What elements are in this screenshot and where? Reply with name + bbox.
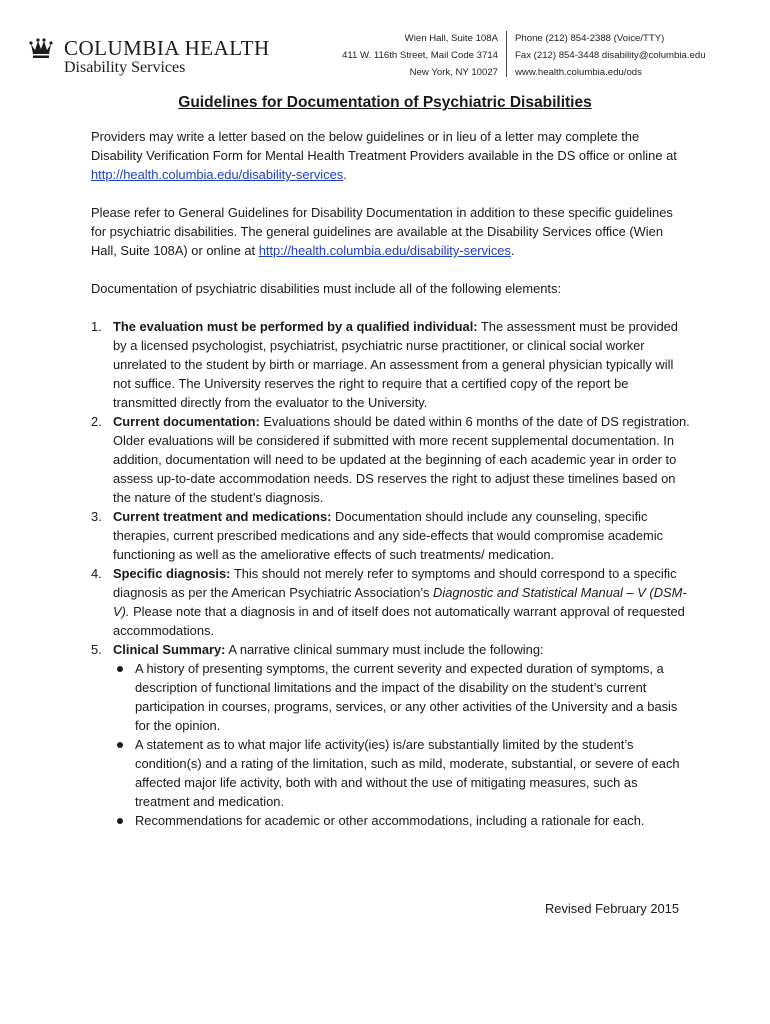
bullet-icon: [117, 742, 123, 748]
ds-website-link[interactable]: http://health.columbia.edu/disability-services: [91, 167, 344, 182]
address-line: New York, NY 10027: [409, 67, 498, 78]
logo-title: COLUMBIA HEALTH: [64, 36, 270, 60]
address-line: 411 W. 116th Street, Mail Code 3714: [342, 50, 498, 61]
list-item: 2. Current documentation: Evaluations should be dated within 6 months of the date of DS registration. Older evaluations will be considered if submitted with more recent supplemental documentation. In addition, documentation will need to be updated at the beginning of each academic year in order to assess up-to-date accommodation needs. DS reserves the right to adjust these timelines based on the nature of the student’s diagnosis.: [91, 414, 690, 505]
dsm-title: Diagnostic and Statistical Manual – V (DSM-V).: [113, 585, 687, 619]
logo-subtitle: Disability Services: [64, 59, 186, 76]
columbia-health-logo: [29, 34, 270, 78]
list-item: 1. The evaluation must be performed by a qualified individual: The assessment must be provided by a licensed psychologist, psychiatrist, psychiatric nurse practitioner, or clinical social worker unrelated to the student by birth or marriage. An assessment from a general physician typically will not suffice. The University reserves the right to require that a certified copy of the report be transmitted directly from the evaluator to the University.: [91, 319, 678, 410]
summary-bullets: [113, 659, 691, 830]
item-heading: Current documentation:: [113, 414, 260, 429]
bullet-item: A history of presenting symptoms, the current severity and expected duration of symptoms, a description of functional limitations and the impact of the disability on the student’s current participation in courses, programs, services, or any other activities of the University and a basis for the opinion.: [113, 659, 691, 735]
bullet-item: Recommendations for academic or other accommodations, including a rationale for each.: [113, 811, 691, 830]
bullet-icon: [117, 666, 123, 672]
intro-paragraph: Providers may write a letter based on the below guidelines or in lieu of a letter may complete the Disability Verification Form for Mental Health Treatment Providers available in the DS office or online at http://health.columbia.edu/disability-services.: [91, 129, 677, 182]
contact-block: [515, 30, 706, 81]
address-block: [342, 30, 498, 81]
bullet-item: A statement as to what major life activity(ies) is/are substantially limited by the student’s condition(s) and a rating of the limitation, such as mild, moderate, substantial, or severe of each affected major life activity, both with and without the use of mitigating measures, such as treatment and medication.: [113, 735, 691, 811]
list-item: 5. Clinical Summary: A narrative clinical summary must include the following: A history of presenting symptoms, the current severity and expected duration of symptoms, a description of functional limitations and the impact of the disability on the student’s current participation in courses, programs, services, or any other activities of the University and a basis for the opinion. A statement as to what major life activity(ies) is/are substantially limited by the student’s condition(s) and a rating of the limitation, such as mild, moderate, substantial, or severe of each affected major life activity, both with and without the use of mitigating measures, such as treatment and medication. Recommendations for academic or other accommodations, including a rationale for each.: [91, 640, 691, 830]
fax-email-line: Fax (212) 854-3448 disability@columbia.edu: [515, 50, 706, 61]
item-heading: Current treatment and medications:: [113, 509, 332, 524]
revision-date: Revised February 2015: [545, 901, 679, 916]
bullet-icon: [117, 818, 123, 824]
item-heading: Clinical Summary:: [113, 642, 226, 657]
address-line: Wien Hall, Suite 108A: [404, 33, 498, 44]
list-item: 3. Current treatment and medications: Documentation should include any counseling, specific therapies, current prescribed medications and any side-effects that would compromise academic functioning as well as the ameliorative effects of such treatments/ medication.: [91, 509, 664, 562]
elements-lead-in: Documentation of psychiatric disabilities must include all of the following elements:: [91, 281, 562, 296]
list-item: 4. Specific diagnosis: This should not merely refer to symptoms and should correspond to a specific diagnosis as per the American Psychiatric Association’s Diagnostic and Statistical Manual – V (DSM-V). Please note that a diagnosis in and of itself does not automatically warrant approval of requested accommodations.: [91, 566, 687, 638]
website-line: www.health.columbia.edu/ods: [515, 67, 642, 78]
ds-website-link[interactable]: http://health.columbia.edu/disability-services: [258, 243, 511, 258]
requirements-list: [91, 317, 691, 830]
crown-icon: [29, 37, 53, 59]
item-heading: The evaluation must be performed by a qualified individual:: [113, 319, 478, 334]
general-guidelines-paragraph: Please refer to General Guidelines for Disability Documentation in addition to these specific guidelines for psychiatric disabilities. The general guidelines are available at the Disability Services office (Wien Hall, Suite 108A) or online at http://health.columbia.edu/disability-services.: [91, 205, 673, 258]
document-body: [91, 127, 691, 830]
item-heading: Specific diagnosis:: [113, 566, 231, 581]
phone-line: Phone (212) 854-2388 (Voice/TTY): [515, 33, 665, 44]
page-title: Guidelines for Documentation of Psychiatric Disabilities: [178, 94, 592, 111]
header-divider: [506, 31, 507, 77]
